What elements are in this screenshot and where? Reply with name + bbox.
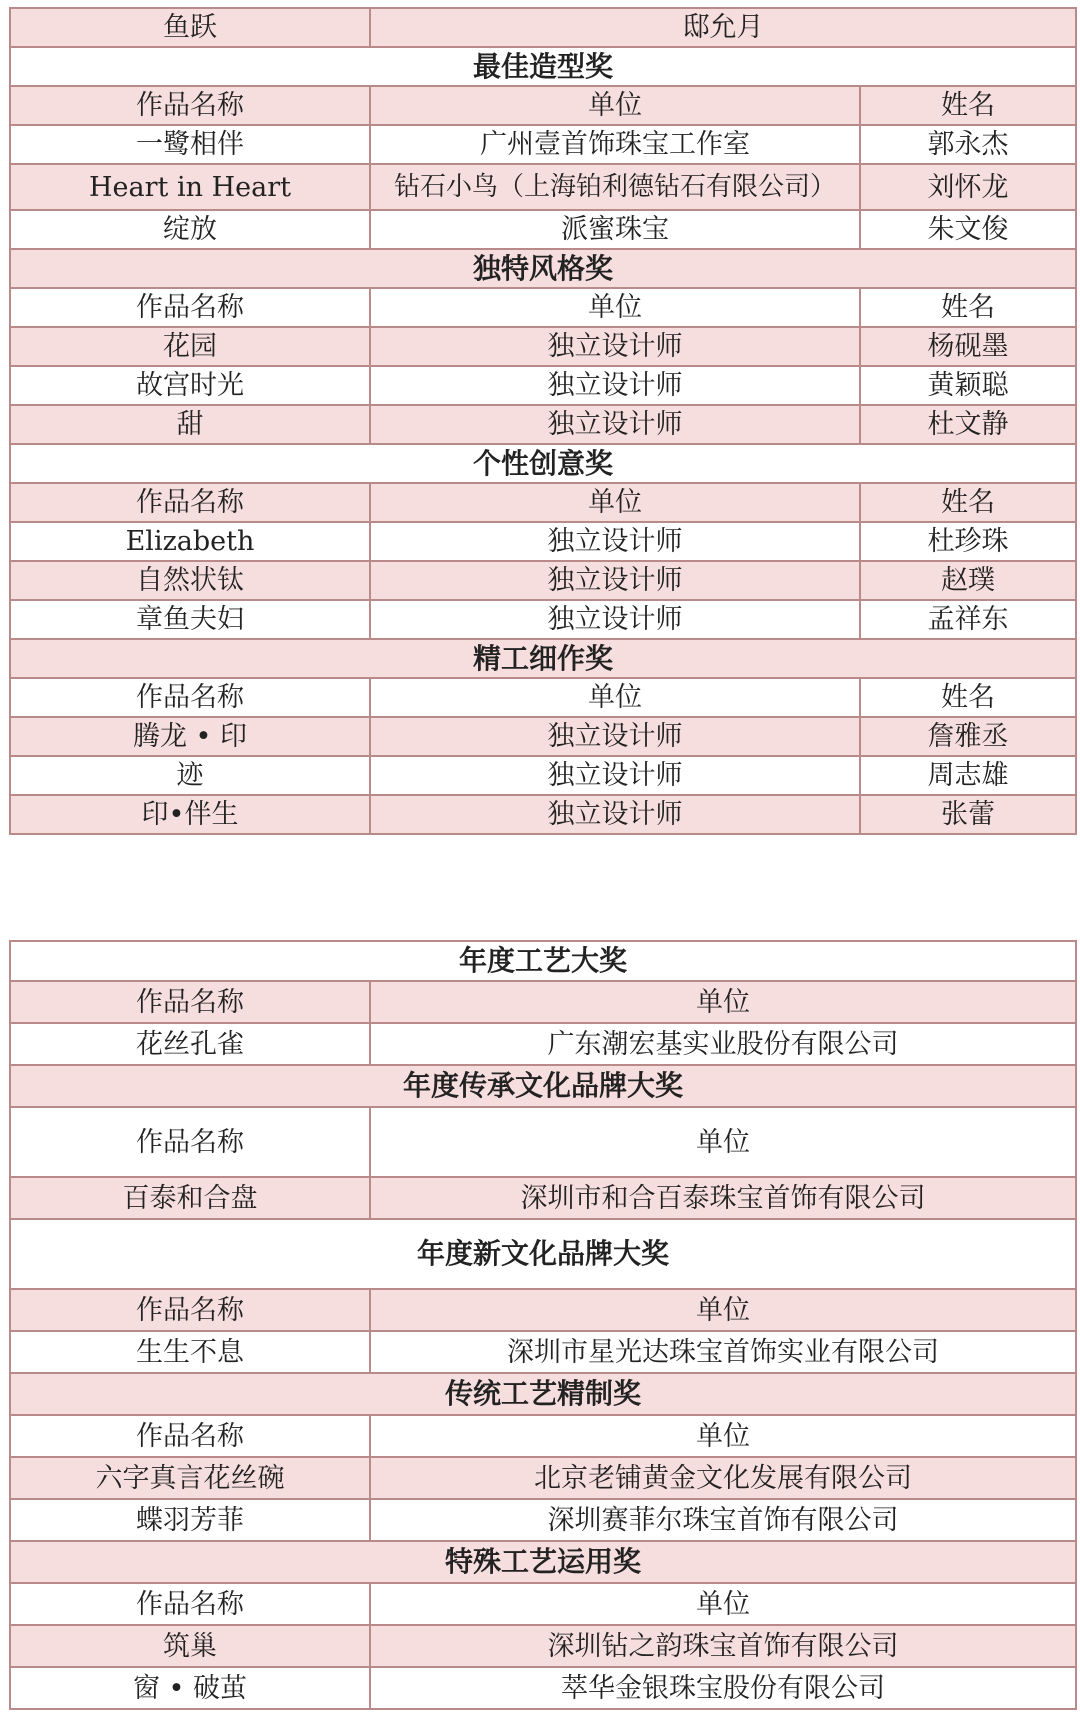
- table-row: [10, 561, 1076, 600]
- section-title-row: [10, 941, 1076, 981]
- table-row: [10, 327, 1076, 366]
- unit-cell: 深圳市和合百泰珠宝首饰有限公司: [370, 1177, 1076, 1219]
- unit-cell: 独立设计师: [370, 600, 860, 639]
- table-row: [10, 795, 1076, 834]
- table-row: [10, 1023, 1076, 1065]
- header-row: [10, 678, 1076, 717]
- header-name: 姓名: [860, 678, 1076, 717]
- work-name-cell: 六字真言花丝碗: [10, 1457, 370, 1499]
- section-title: 年度工艺大奖: [10, 941, 1076, 981]
- header-work-name: 作品名称: [10, 981, 370, 1023]
- work-name-cell: 自然状钛: [10, 561, 370, 600]
- person-name-cell: 赵璞: [860, 561, 1076, 600]
- unit-cell: 独立设计师: [370, 717, 860, 756]
- section-title-row: [10, 1219, 1076, 1289]
- section-title: 特殊工艺运用奖: [10, 1541, 1076, 1583]
- section-title: 精工细作奖: [10, 639, 1076, 678]
- section-title: 传统工艺精制奖: [10, 1373, 1076, 1415]
- work-name-cell: 鱼跃: [10, 8, 370, 47]
- work-name-cell: 花丝孔雀: [10, 1023, 370, 1065]
- work-name-cell: 花园: [10, 327, 370, 366]
- section-title: 独特风格奖: [10, 249, 1076, 288]
- table-row: [10, 1499, 1076, 1541]
- table-row: [10, 8, 1076, 47]
- header-unit: 单位: [370, 678, 860, 717]
- header-unit: 单位: [370, 86, 860, 125]
- section-title-row: [10, 1541, 1076, 1583]
- award-table-companies: [9, 940, 1077, 1710]
- work-name-cell: 绽放: [10, 210, 370, 249]
- header-unit: 单位: [370, 1289, 1076, 1331]
- unit-cell: 独立设计师: [370, 405, 860, 444]
- table-row: [10, 756, 1076, 795]
- work-name-cell: 蝶羽芳菲: [10, 1499, 370, 1541]
- header-row: [10, 483, 1076, 522]
- header-work-name: 作品名称: [10, 288, 370, 327]
- work-name-cell: 印•伴生: [10, 795, 370, 834]
- header-row: [10, 288, 1076, 327]
- header-name: 姓名: [860, 86, 1076, 125]
- header-work-name: 作品名称: [10, 1583, 370, 1625]
- unit-cell: 深圳钻之韵珠宝首饰有限公司: [370, 1625, 1076, 1667]
- header-work-name: 作品名称: [10, 483, 370, 522]
- unit-cell: 独立设计师: [370, 327, 860, 366]
- header-unit: 单位: [370, 483, 860, 522]
- unit-cell: 深圳市星光达珠宝首饰实业有限公司: [370, 1331, 1076, 1373]
- table-row: [10, 1177, 1076, 1219]
- table-row: [10, 600, 1076, 639]
- section-title-row: [10, 47, 1076, 86]
- section-title: 年度传承文化品牌大奖: [10, 1065, 1076, 1107]
- person-name-cell: 周志雄: [860, 756, 1076, 795]
- table-row: [10, 125, 1076, 164]
- header-row: [10, 1583, 1076, 1625]
- header-row: [10, 1415, 1076, 1457]
- person-name-cell: 张蕾: [860, 795, 1076, 834]
- unit-cell: 萃华金银珠宝股份有限公司: [370, 1667, 1076, 1709]
- work-name-cell: 一鹭相伴: [10, 125, 370, 164]
- table-row: [10, 366, 1076, 405]
- work-name-cell: Heart in Heart: [10, 164, 370, 210]
- header-unit: 单位: [370, 288, 860, 327]
- person-name-cell: 黄颖聪: [860, 366, 1076, 405]
- unit-cell: 钻石小鸟（上海铂利德钻石有限公司）: [370, 164, 860, 210]
- header-unit: 单位: [370, 1415, 1076, 1457]
- work-name-cell: 生生不息: [10, 1331, 370, 1373]
- unit-cell: 独立设计师: [370, 561, 860, 600]
- work-name-cell: 甜: [10, 405, 370, 444]
- header-unit: 单位: [370, 1107, 1076, 1177]
- header-work-name: 作品名称: [10, 1107, 370, 1177]
- table-row: [10, 1457, 1076, 1499]
- person-name-cell: 刘怀龙: [860, 164, 1076, 210]
- unit-cell: 广东潮宏基实业股份有限公司: [370, 1023, 1076, 1065]
- header-unit: 单位: [370, 1583, 1076, 1625]
- unit-cell: 北京老铺黄金文化发展有限公司: [370, 1457, 1076, 1499]
- work-name-cell: 窗 • 破茧: [10, 1667, 370, 1709]
- table-row: [10, 210, 1076, 249]
- unit-cell: 派蜜珠宝: [370, 210, 860, 249]
- header-row: [10, 1289, 1076, 1331]
- section-title-row: [10, 1065, 1076, 1107]
- header-row: [10, 86, 1076, 125]
- table-row: [10, 1667, 1076, 1709]
- table-row: [10, 1625, 1076, 1667]
- work-name-cell: 迹: [10, 756, 370, 795]
- person-name-cell: 郭永杰: [860, 125, 1076, 164]
- table-row: [10, 717, 1076, 756]
- section-title: 最佳造型奖: [10, 47, 1076, 86]
- work-name-cell: 腾龙 • 印: [10, 717, 370, 756]
- table-row: [10, 1331, 1076, 1373]
- header-name: 姓名: [860, 288, 1076, 327]
- header-work-name: 作品名称: [10, 1289, 370, 1331]
- table-row: [10, 405, 1076, 444]
- section-title-row: [10, 444, 1076, 483]
- unit-cell: 独立设计师: [370, 366, 860, 405]
- unit-cell: 独立设计师: [370, 522, 860, 561]
- person-name-cell: 杨砚墨: [860, 327, 1076, 366]
- header-row: [10, 1107, 1076, 1177]
- section-title: 个性创意奖: [10, 444, 1076, 483]
- work-name-cell: 筑巢: [10, 1625, 370, 1667]
- unit-cell: 广州壹首饰珠宝工作室: [370, 125, 860, 164]
- section-title-row: [10, 249, 1076, 288]
- work-name-cell: 章鱼夫妇: [10, 600, 370, 639]
- section-title: 年度新文化品牌大奖: [10, 1219, 1076, 1289]
- person-name-cell: 杜珍珠: [860, 522, 1076, 561]
- unit-cell: 独立设计师: [370, 795, 860, 834]
- section-title-row: [10, 639, 1076, 678]
- unit-cell: 深圳赛菲尔珠宝首饰有限公司: [370, 1499, 1076, 1541]
- header-row: [10, 981, 1076, 1023]
- award-table-designers: [9, 7, 1077, 835]
- work-name-cell: Elizabeth: [10, 522, 370, 561]
- person-name-cell: 孟祥东: [860, 600, 1076, 639]
- section-title-row: [10, 1373, 1076, 1415]
- designer-name-cell: 邸允月: [370, 8, 1076, 47]
- table-row: [10, 164, 1076, 210]
- unit-cell: 独立设计师: [370, 756, 860, 795]
- person-name-cell: 詹雅丞: [860, 717, 1076, 756]
- person-name-cell: 朱文俊: [860, 210, 1076, 249]
- person-name-cell: 杜文静: [860, 405, 1076, 444]
- header-work-name: 作品名称: [10, 1415, 370, 1457]
- header-name: 姓名: [860, 483, 1076, 522]
- table-row: [10, 522, 1076, 561]
- header-work-name: 作品名称: [10, 678, 370, 717]
- header-unit: 单位: [370, 981, 1076, 1023]
- header-work-name: 作品名称: [10, 86, 370, 125]
- work-name-cell: 百泰和合盘: [10, 1177, 370, 1219]
- work-name-cell: 故宫时光: [10, 366, 370, 405]
